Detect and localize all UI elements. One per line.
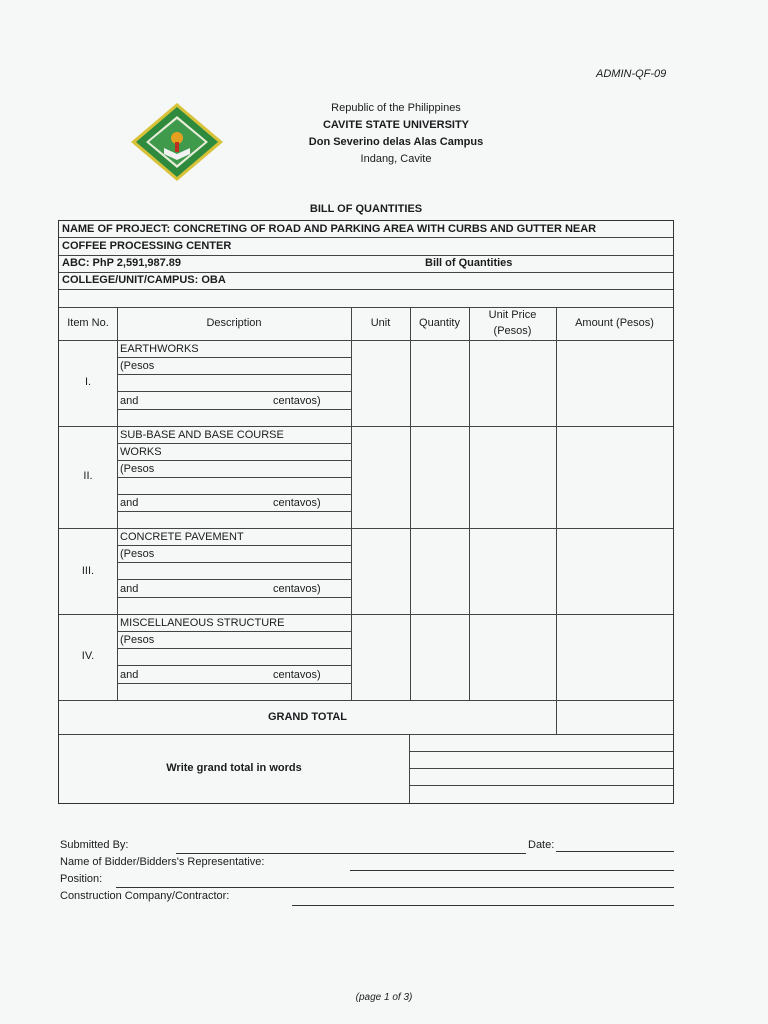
item-2-pesos: (Pesos	[120, 463, 155, 475]
item-3-and: and	[120, 583, 139, 595]
page-number: (page 1 of 3)	[355, 992, 413, 1003]
item-4-title: MISCELLANEOUS STRUCTURE	[120, 617, 285, 629]
header-line-1: Republic of the Philippines	[331, 102, 461, 114]
item-3-pesos: (Pesos	[120, 548, 155, 560]
col-header-unit-price-sub: (Pesos)	[493, 325, 532, 337]
item-1-pesos: (Pesos	[120, 360, 155, 372]
item-1-centavos: centavos)	[273, 395, 321, 407]
date-line[interactable]	[556, 851, 674, 852]
item-1-title: EARTHWORKS	[120, 343, 199, 355]
grand-total-words-label: Write grand total in words	[166, 762, 302, 774]
position-label: Position:	[60, 873, 103, 885]
abc-right-label: Bill of Quantities	[425, 257, 513, 269]
project-name-line-2: COFFEE PROCESSING CENTER	[62, 240, 232, 252]
company-line[interactable]	[292, 905, 674, 906]
company-label: Construction Company/Contractor:	[60, 890, 230, 902]
university-seal-icon	[130, 102, 224, 182]
header-line-2: CAVITE STATE UNIVERSITY	[322, 119, 470, 131]
date-label: Date:	[528, 839, 555, 851]
form-code: ADMIN-QF-09	[596, 68, 667, 80]
college-unit-campus: COLLEGE/UNIT/CAMPUS: OBA	[62, 274, 226, 286]
item-3-centavos: centavos)	[273, 583, 321, 595]
col-header-item-no: Item No.	[67, 317, 109, 329]
item-3-title: CONCRETE PAVEMENT	[120, 531, 244, 543]
item-no-3: III.	[81, 565, 95, 577]
col-header-description: Description	[206, 317, 262, 329]
abc-amount: ABC: PhP 2,591,987.89	[62, 257, 182, 269]
item-no-4: IV.	[81, 650, 95, 662]
item-4-and: and	[120, 669, 139, 681]
bill-of-quantities-table	[58, 220, 674, 804]
header-line-3: Don Severino delas Alas Campus	[308, 136, 484, 148]
position-line[interactable]	[116, 887, 674, 888]
header-line-4: Indang, Cavite	[360, 153, 432, 165]
grand-total-label: GRAND TOTAL	[267, 711, 348, 723]
bidder-label: Name of Bidder/Bidders's Representative:	[60, 856, 265, 868]
document-title: BILL OF QUANTITIES	[309, 203, 423, 215]
item-4-pesos: (Pesos	[120, 634, 155, 646]
submitted-by-line[interactable]	[176, 853, 526, 854]
institution-header	[240, 100, 552, 168]
item-4-centavos: centavos)	[273, 669, 321, 681]
item-2-title-cont: WORKS	[120, 446, 162, 458]
col-header-quantity: Quantity	[419, 317, 460, 329]
item-no-1: I.	[84, 376, 92, 388]
item-2-and: and	[120, 497, 139, 509]
submitted-by-label: Submitted By:	[60, 839, 129, 851]
item-2-title: SUB-BASE AND BASE COURSE	[120, 429, 284, 441]
bidder-line[interactable]	[350, 870, 674, 871]
col-header-amount: Amount (Pesos)	[575, 317, 654, 329]
col-header-unit: Unit	[370, 317, 391, 329]
item-1-and: and	[120, 395, 139, 407]
project-name-line-1: NAME OF PROJECT: CONCRETING OF ROAD AND PARKING AREA WITH CURBS AND GUTTER NEAR	[62, 223, 597, 235]
col-header-unit-price: Unit Price	[488, 309, 537, 321]
item-2-centavos: centavos)	[273, 497, 321, 509]
item-no-2: II.	[83, 470, 93, 482]
